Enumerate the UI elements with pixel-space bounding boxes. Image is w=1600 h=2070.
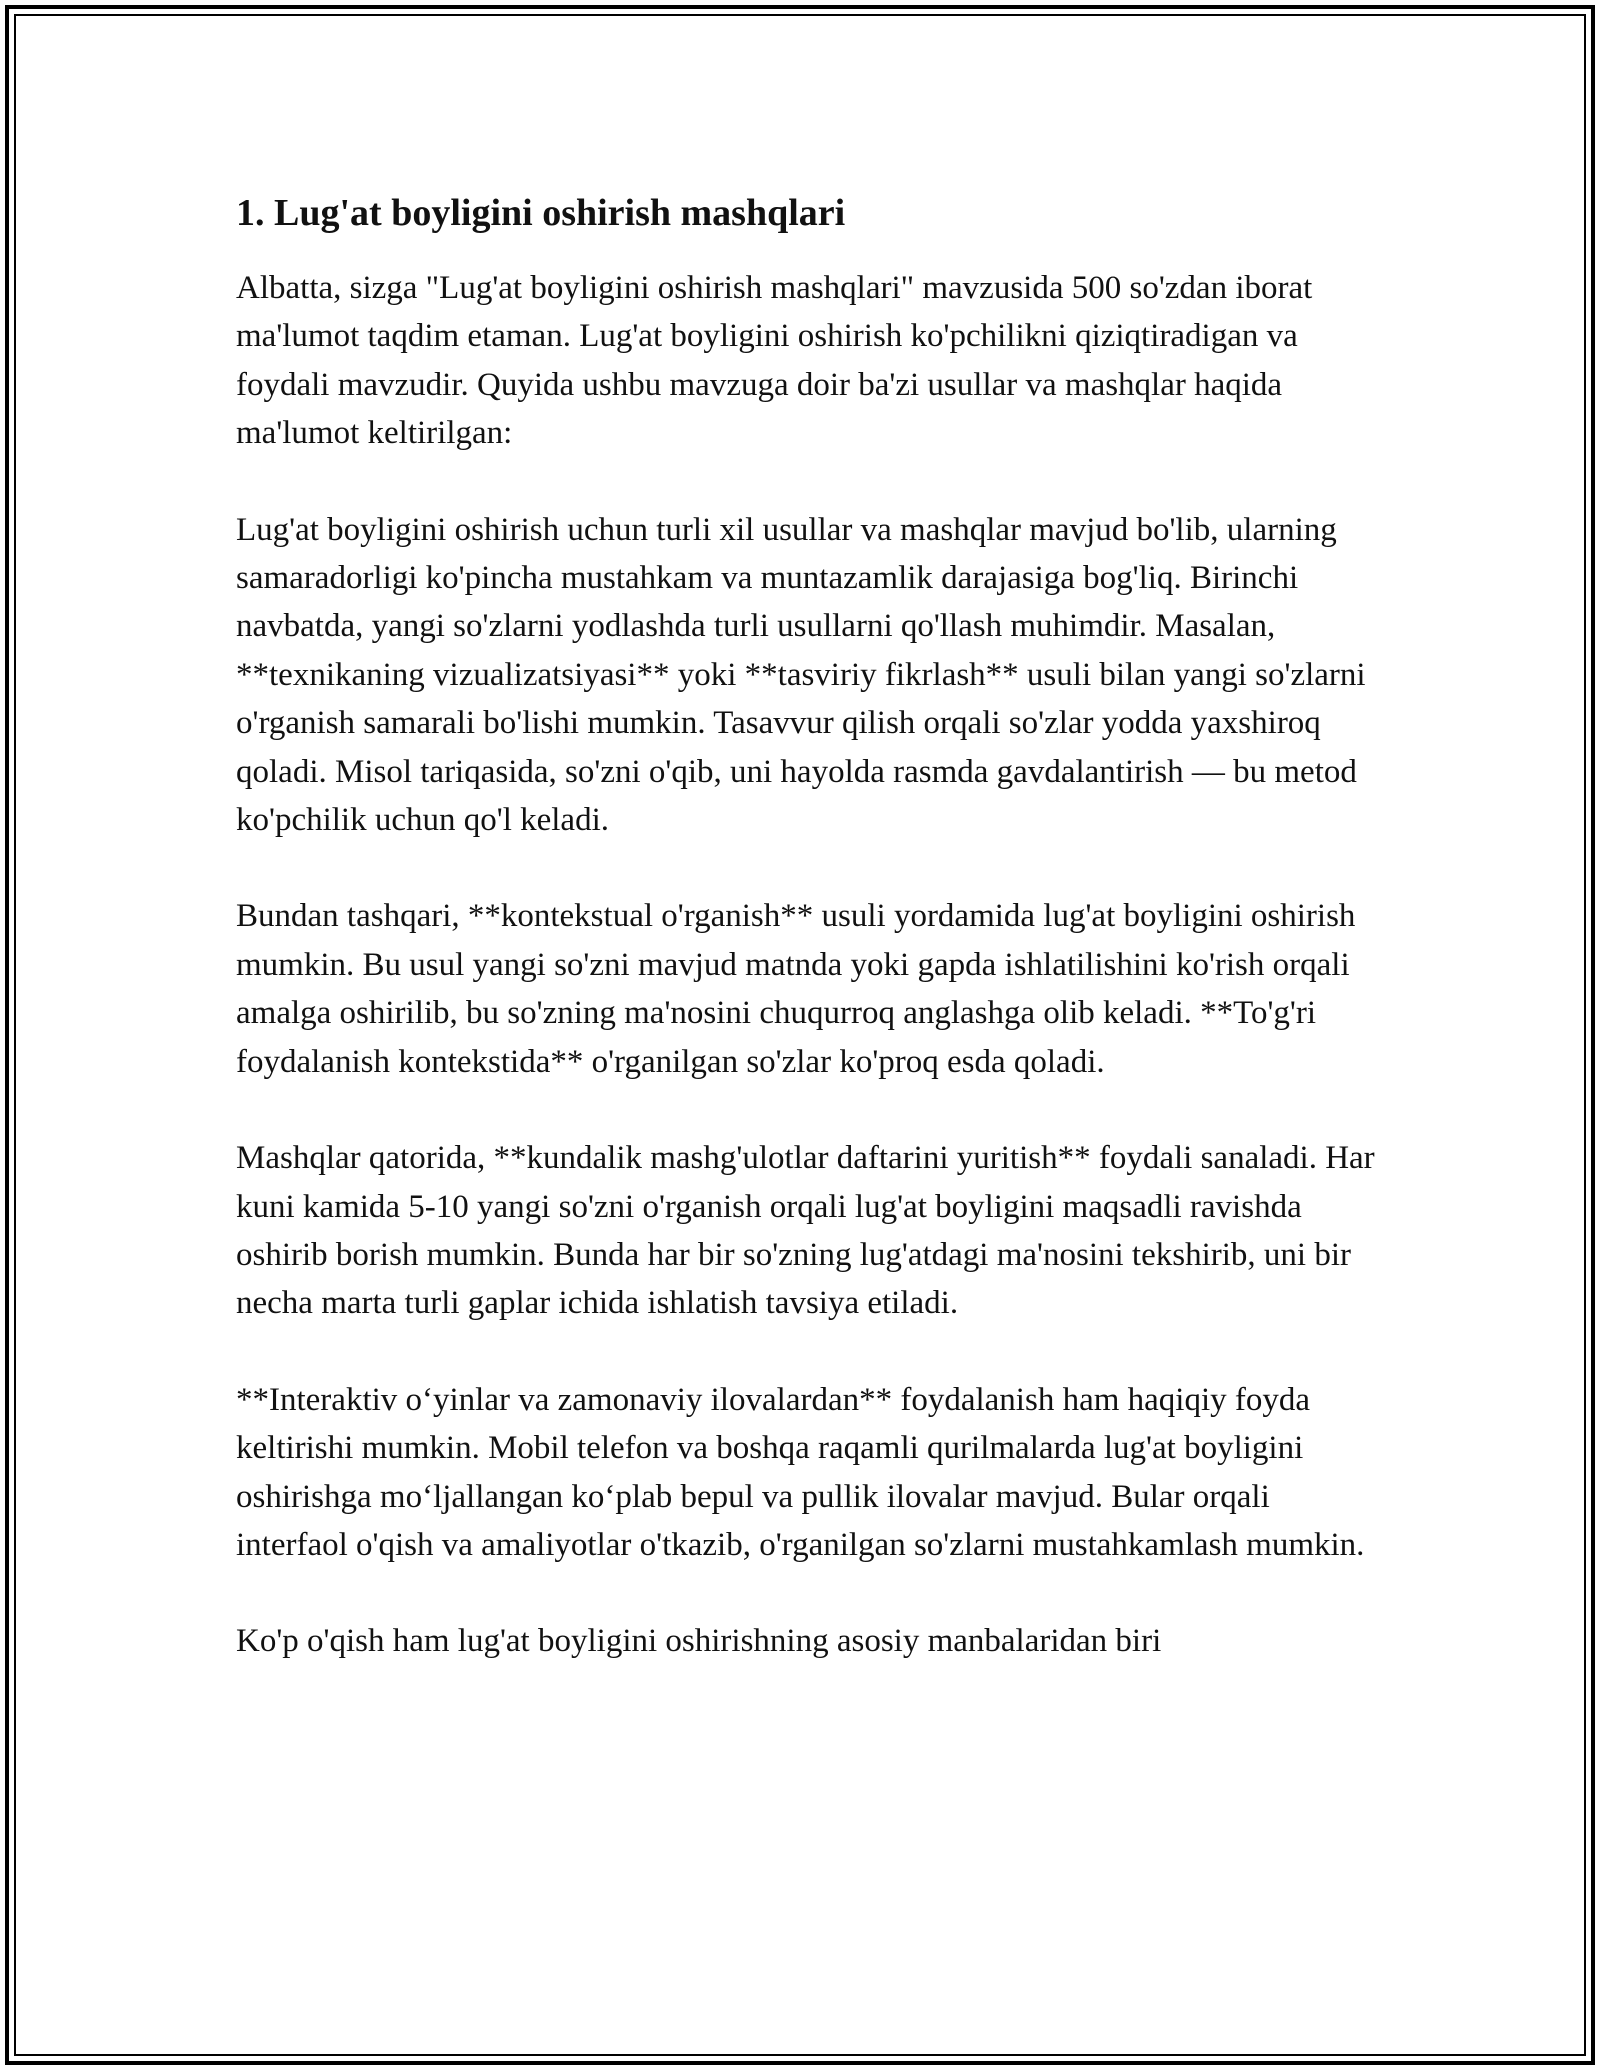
paragraph-contextual-learning: Bundan tashqari, **kontekstual o'rganish** usuli yordamida lug'at boyligini oshirish mumkin. Bu usul yangi so'zni mavjud matnda yoki gapda ishlatilishini ko'rish orqali amalga oshirilib, bu so'zning ma'nosini chuqurroq anglashga olib keladi. **To'g'ri foydalanish kontekstida** o'rganilgan so'zlar ko'proq esda qoladi. [236,898,1356,1080]
section-heading: 1. Lug'at boyligini oshirish mashqlari [236,192,846,234]
paragraph-intro: Albatta, sizga "Lug'at boyligini oshirish mashqlari" mavzusida 500 so'zdan iborat ma'lumot taqdim etaman. Lug'at boyligini oshirish ko'pchilikni qiziqtiradigan va foydali mavzudir. Quyida ushbu mavzuga doir ba'zi usullar va mashqlar haqida ma'lumot keltirilgan: [236,270,1313,452]
document-body [236,188,1376,1714]
paragraph-visualization: Lug'at boyligini oshirish uchun turli xil usullar va mashqlar mavjud bo'lib, ularning samaradorligi ko'pincha mustahkam va muntazamlik darajasiga bog'liq. Birinchi navbatda, yangi so'zlarni yodlashda turli usullarni qo'llash muhimdir. Masalan, **texnikaning vizualizatsiyasi** yoki **tasviriy fikrlash** usuli bilan yangi so'zlarni o'rganish samarali bo'lishi mumkin. Tasavvur qilish orqali so'zlar yodda yaxshiroq qoladi. Misol tariqasida, so'zni o'qib, uni hayolda rasmda gavdalantirish — bu metod ko'pchilik uchun qo'l keladi. [236,511,1366,839]
paragraph-daily-notebook: Mashqlar qatorida, **kundalik mashg'ulotlar daftarini yuritish** foydali sanaladi. Har kuni kamida 5-10 yangi so'zni o'rganish orqali lug'at boyligini maqsadli ravishda oshirib borish mumkin. Bunda har bir so'zning lug'atdagi ma'nosini tekshirib, uni bir necha marta turli gaplar ichida ishlatish tavsiya etiladi. [236,1140,1375,1322]
paragraph-interactive-apps: **Interaktiv o‘yinlar va zamonaviy ilovalardan** foydalanish ham haqiqiy foyda keltirishi mumkin. Mobil telefon va boshqa raqamli qurilmalarda lug'at boyligini oshirishga mo‘ljallangan ko‘plab bepul va pullik ilovalar mavjud. Bular orqali interfaol o'qish va amaliyotlar o'tkazib, o'rganilgan so'zlarni mustahkamlash mumkin. [236,1381,1365,1563]
paragraph-reading: Ko'p o'qish ham lug'at boyligini oshirishning asosiy manbalaridan biri [236,1623,1162,1660]
